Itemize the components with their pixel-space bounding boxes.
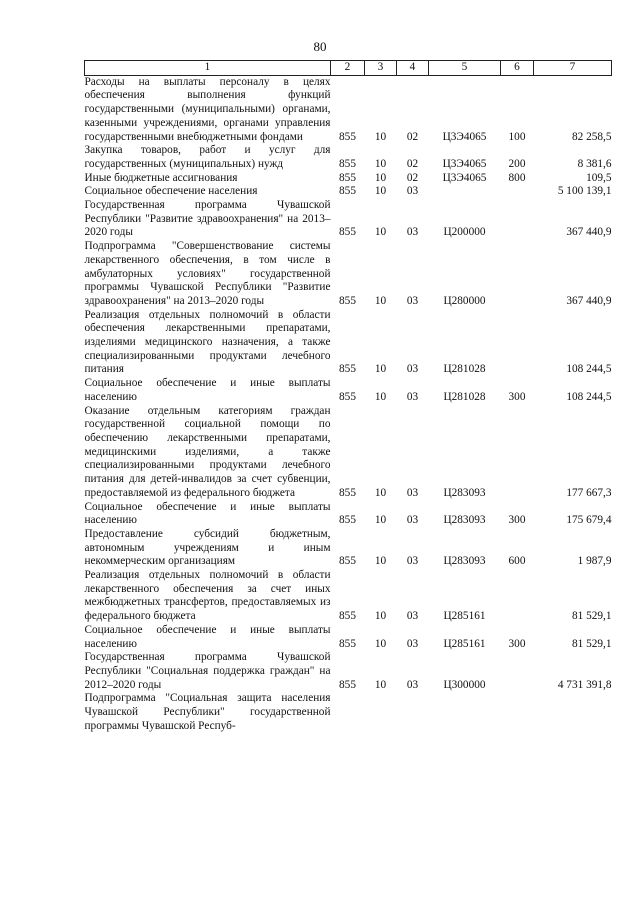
row-amount <box>534 692 612 733</box>
row-amount: 177 667,3 <box>566 486 612 499</box>
row-name: Закупка товаров, работ и услуг для государственных (муниципальных) нужд <box>84 144 331 170</box>
row-subsection-code: 03 <box>406 637 419 650</box>
table-row <box>85 528 612 569</box>
table-row <box>85 501 612 528</box>
row-target-article-code: Ц3Э4065 <box>442 130 487 143</box>
table-row <box>85 199 612 240</box>
row-expense-type-code <box>501 651 534 692</box>
row-section-code <box>365 692 397 733</box>
row-name: Оказание отдельным категориям граждан государственной социальной помощи по обеспечению лекарственными препаратами, медицинскими изделиями, а также специализированными продуктами лечебного питания для детей-инвалидов за счет субвенции, предоставляемой из федерального бюджета <box>84 404 331 499</box>
row-ministry-code: 855 <box>339 130 356 143</box>
row-subsection-code: 03 <box>406 678 419 691</box>
row-ministry-code: 855 <box>339 390 356 403</box>
row-ministry-code: 855 <box>339 171 356 184</box>
row-name: Иные бюджетные ассигнования <box>84 171 238 184</box>
table-row <box>85 240 612 309</box>
row-target-article-code: Ц283093 <box>443 514 486 527</box>
row-subsection-code: 03 <box>406 185 419 198</box>
table-row <box>85 624 612 651</box>
row-section-code: 10 <box>374 171 387 184</box>
row-subsection-code: 02 <box>406 157 419 170</box>
column-header-1: 1 <box>85 61 331 76</box>
row-amount: 82 258,5 <box>571 130 612 143</box>
row-name: Государственная программа Чувашской Республики "Развитие здравоохранения" на 2013–2020 годы <box>84 199 331 239</box>
row-name: Социальное обеспечение населения <box>84 185 258 198</box>
row-expense-type-code: 100 <box>508 130 526 143</box>
row-section-code: 10 <box>374 294 387 307</box>
column-header-7: 7 <box>534 61 612 76</box>
table-body <box>85 75 612 733</box>
row-amount: 175 679,4 <box>566 514 612 527</box>
row-expense-type-code: 800 <box>508 171 526 184</box>
table-row <box>85 692 612 733</box>
row-subsection-code: 03 <box>406 294 419 307</box>
table-row <box>85 309 612 378</box>
row-section-code: 10 <box>374 637 387 650</box>
row-section-code: 10 <box>374 130 387 143</box>
row-amount: 8 381,6 <box>577 157 612 170</box>
row-target-article-code: Ц3Э4065 <box>442 157 487 170</box>
row-amount: 81 529,1 <box>571 610 612 623</box>
row-target-article-code: Ц3Э4065 <box>442 171 487 184</box>
row-expense-type-code <box>501 405 534 501</box>
row-target-article-code <box>429 185 501 199</box>
row-subsection-code: 03 <box>406 514 419 527</box>
row-expense-type-code <box>501 185 534 199</box>
row-ministry-code: 855 <box>339 226 356 239</box>
page-number: 80 <box>313 39 327 54</box>
row-amount: 367 440,9 <box>566 226 612 239</box>
row-name: Подпрограмма "Социальная защита населения Чувашской Республики" государственной программы Чувашской Респуб- <box>84 692 331 732</box>
row-expense-type-code <box>501 692 534 733</box>
budget-table <box>84 60 612 733</box>
row-section-code: 10 <box>374 390 387 403</box>
row-subsection-code: 03 <box>406 390 419 403</box>
row-amount: 81 529,1 <box>571 637 612 650</box>
row-section-code: 10 <box>374 610 387 623</box>
row-name: Реализация отдельных полномочий в области обеспечения лекарственными препаратами, изделиями медицинского назначения, а также специализированными продуктами лечебного питания <box>84 308 331 376</box>
row-name: Подпрограмма "Совершенствование системы лекарственного обеспечения, в том числе в амбулаторных условиях" государственной программы Чувашской Республики "Развитие здравоохранения" на 2013–2020 годы <box>84 240 331 307</box>
row-ministry-code: 855 <box>339 486 356 499</box>
row-target-article-code: Ц281028 <box>443 390 486 403</box>
row-amount: 367 440,9 <box>566 294 612 307</box>
row-expense-type-code: 600 <box>508 555 526 568</box>
table-row <box>85 377 612 404</box>
row-expense-type-code: 300 <box>508 390 526 403</box>
row-expense-type-code: 200 <box>508 157 526 170</box>
table-row <box>85 185 612 199</box>
row-ministry-code: 855 <box>339 514 356 527</box>
row-amount: 4 731 391,8 <box>557 678 612 691</box>
row-ministry-code: 855 <box>339 294 356 307</box>
row-expense-type-code <box>501 569 534 624</box>
row-ministry-code: 855 <box>339 157 356 170</box>
row-subsection-code: 03 <box>406 363 419 376</box>
row-ministry-code: 855 <box>339 637 356 650</box>
row-target-article-code: Ц285161 <box>443 637 486 650</box>
row-section-code: 10 <box>374 678 387 691</box>
row-subsection-code: 03 <box>406 555 419 568</box>
row-subsection-code: 02 <box>406 130 419 143</box>
row-ministry-code: 855 <box>339 678 356 691</box>
row-target-article-code: Ц285161 <box>443 610 486 623</box>
column-number-row <box>85 61 612 76</box>
column-header-6: 6 <box>501 61 534 76</box>
row-amount: 1 987,9 <box>577 555 612 568</box>
table-row <box>85 144 612 171</box>
row-amount: 109,5 <box>586 171 612 184</box>
row-name: Государственная программа Чувашской Республики "Социальная поддержка граждан" на 2012–2020 годы <box>84 651 331 691</box>
row-expense-type-code <box>501 199 534 240</box>
row-target-article-code: Ц281028 <box>443 363 486 376</box>
table-row <box>85 651 612 692</box>
row-expense-type-code: 300 <box>508 637 526 650</box>
row-section-code: 10 <box>374 185 387 198</box>
column-header-2: 2 <box>331 61 365 76</box>
row-target-article-code: Ц283093 <box>443 555 486 568</box>
row-ministry-code: 855 <box>339 610 356 623</box>
row-section-code: 10 <box>374 514 387 527</box>
row-section-code: 10 <box>374 157 387 170</box>
row-subsection-code <box>397 692 429 733</box>
row-amount: 108 244,5 <box>566 363 612 376</box>
row-name: Социальное обеспечение и иные выплаты населению <box>84 500 331 527</box>
row-section-code: 10 <box>374 555 387 568</box>
row-ministry-code: 855 <box>339 363 356 376</box>
row-section-code: 10 <box>374 486 387 499</box>
column-header-3: 3 <box>365 61 397 76</box>
row-target-article-code: Ц280000 <box>443 294 486 307</box>
row-name: Социальное обеспечение и иные выплаты населению <box>84 377 331 403</box>
row-expense-type-code <box>501 240 534 309</box>
row-name: Социальное обеспечение и иные выплаты населению <box>84 623 331 650</box>
row-subsection-code: 03 <box>406 226 419 239</box>
row-expense-type-code <box>501 309 534 378</box>
row-subsection-code: 02 <box>406 171 419 184</box>
row-subsection-code: 03 <box>406 486 419 499</box>
row-target-article-code: Ц283093 <box>443 486 486 499</box>
row-target-article-code <box>429 692 501 733</box>
table-row <box>85 75 612 144</box>
row-amount: 5 100 139,1 <box>557 185 612 198</box>
row-section-code: 10 <box>374 363 387 376</box>
row-name: Расходы на выплаты персоналу в целях обеспечения выполнения функций государственными (муниципальными) органами, казенными учреждениями, органами управления государственными внебюджетными фондами <box>84 75 331 143</box>
column-header-4: 4 <box>397 61 429 76</box>
row-name: Реализация отдельных полномочий в области лекарственного обеспечения за счет иных межбюджетных трансфертов, предоставляемых из федерального бюджета <box>84 569 331 623</box>
table-row <box>85 172 612 186</box>
table-row <box>85 569 612 624</box>
row-target-article-code: Ц300000 <box>443 678 486 691</box>
row-subsection-code: 03 <box>406 610 419 623</box>
row-ministry-code: 855 <box>339 555 356 568</box>
column-header-5: 5 <box>429 61 501 76</box>
row-amount: 108 244,5 <box>566 390 612 403</box>
table-header <box>85 61 612 76</box>
row-ministry-code: 855 <box>339 185 356 198</box>
row-target-article-code: Ц200000 <box>443 226 486 239</box>
row-expense-type-code: 300 <box>508 514 526 527</box>
row-name: Предоставление субсидий бюджетным, автономным учреждениям и иным некоммерческим организациям <box>84 527 331 568</box>
row-section-code: 10 <box>374 226 387 239</box>
row-ministry-code <box>331 692 365 733</box>
table-row <box>85 405 612 501</box>
